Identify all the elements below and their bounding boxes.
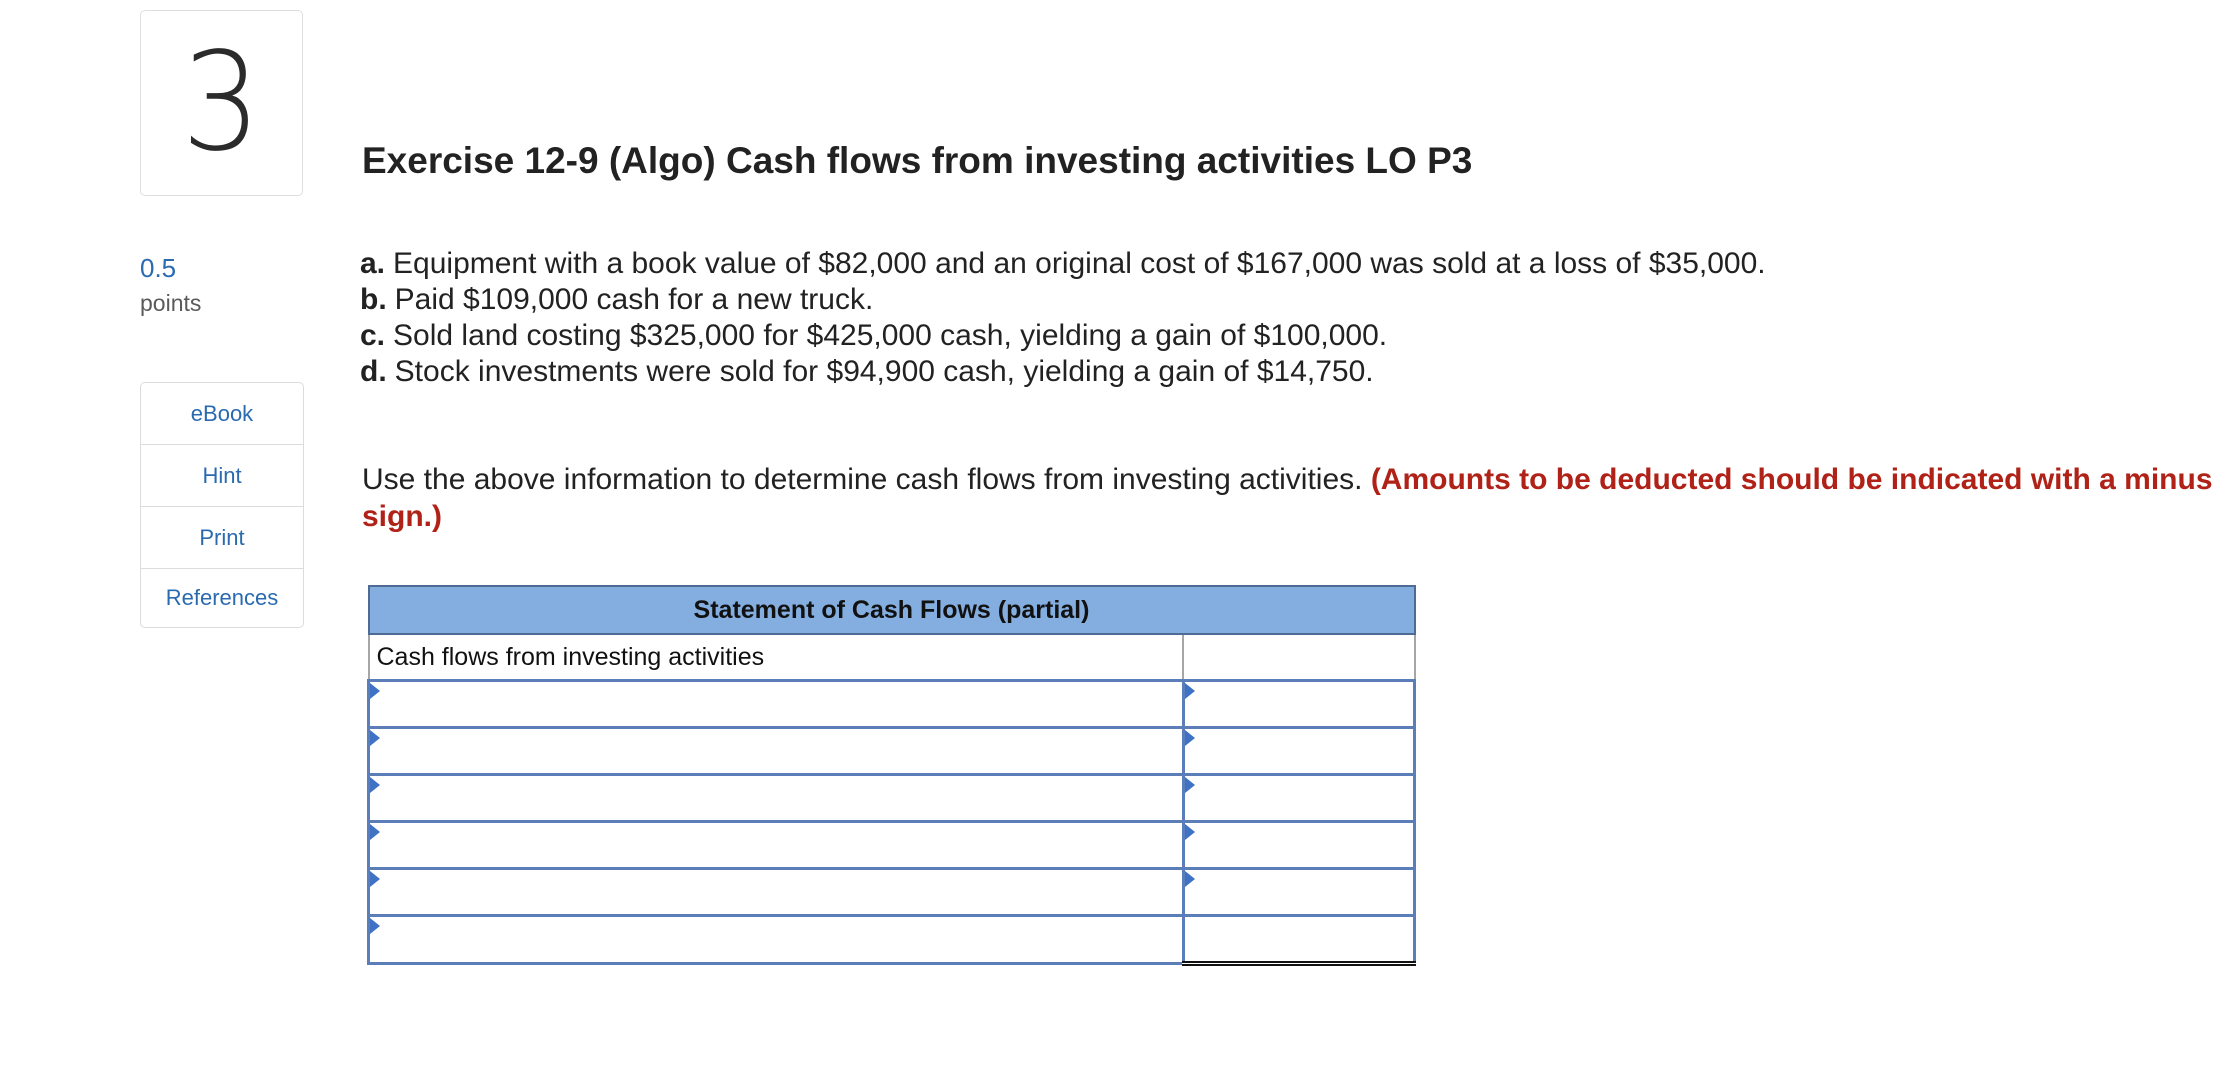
amount-cell[interactable] (1183, 775, 1415, 822)
table-row (369, 681, 1415, 728)
description-cell[interactable] (369, 869, 1184, 916)
description-cell[interactable] (369, 681, 1184, 728)
amount-input[interactable] (1185, 872, 1414, 912)
total-description-cell[interactable] (369, 916, 1184, 964)
question-tools (140, 382, 304, 628)
amount-input[interactable] (1185, 684, 1414, 724)
description-select[interactable] (370, 872, 1182, 912)
points-label: points (140, 290, 202, 316)
question-number: 3 (181, 24, 262, 182)
description-select[interactable] (370, 731, 1182, 771)
description-select[interactable] (370, 684, 1182, 724)
section-amount-blank (1183, 634, 1415, 681)
section-label-row (369, 634, 1415, 681)
description-select[interactable] (370, 778, 1182, 818)
amount-cell[interactable] (1183, 822, 1415, 869)
item-letter: d. (360, 355, 387, 388)
amount-cell[interactable] (1183, 728, 1415, 775)
exercise-items (360, 246, 1766, 390)
exercise-item (360, 282, 1766, 318)
item-text: Stock investments were sold for $94,900 cash, yielding a gain of $14,750. (394, 355, 1374, 388)
amount-input[interactable] (1185, 731, 1414, 771)
total-description-select[interactable] (370, 920, 1182, 960)
amount-cell[interactable] (1183, 681, 1415, 728)
table-row (369, 728, 1415, 775)
description-cell[interactable] (369, 728, 1184, 775)
item-letter: a. (360, 247, 386, 280)
exercise-title: Exercise 12-9 (Algo) Cash flows from investing activities LO P3 (362, 140, 1473, 181)
description-cell[interactable] (369, 822, 1184, 869)
table-row (369, 869, 1415, 916)
item-text: Sold land costing $325,000 for $425,000 cash, yielding a gain of $100,000. (393, 319, 1388, 352)
amount-input[interactable] (1185, 825, 1414, 865)
print-link[interactable]: Print (141, 507, 303, 569)
item-letter: b. (360, 283, 387, 316)
question-number-tile (140, 10, 303, 196)
ebook-link[interactable]: eBook (141, 383, 303, 445)
exercise-item (360, 318, 1766, 354)
points-value: 0.5 (140, 253, 177, 283)
instruction-main: Use the above information to determine cash flows from investing activities. (362, 463, 1363, 496)
description-select[interactable] (370, 825, 1182, 865)
statement-header: Statement of Cash Flows (partial) (369, 586, 1415, 634)
cash-flow-statement-table (367, 585, 1416, 966)
item-text: Equipment with a book value of $82,000 and an original cost of $167,000 was sold at a loss of $35,000. (393, 247, 1766, 280)
hint-link[interactable]: Hint (141, 445, 303, 507)
item-text: Paid $109,000 cash for a new truck. (394, 283, 874, 316)
amount-input[interactable] (1185, 778, 1414, 818)
references-link[interactable]: References (165, 585, 279, 610)
total-amount-cell[interactable] (1183, 916, 1415, 964)
amount-cell[interactable] (1183, 869, 1415, 916)
exercise-item (360, 246, 1766, 282)
item-letter: c. (360, 319, 386, 352)
exercise-item (360, 354, 1766, 390)
instruction-text (362, 461, 2222, 535)
section-label: Cash flows from investing activities (369, 634, 1184, 681)
description-cell[interactable] (369, 775, 1184, 822)
total-amount-input[interactable] (1185, 919, 1414, 959)
instruction-note: (Amounts to be deducted should be indicated with a minus sign.) (362, 463, 2213, 533)
table-row (369, 775, 1415, 822)
table-row (369, 822, 1415, 869)
total-row (369, 916, 1415, 964)
